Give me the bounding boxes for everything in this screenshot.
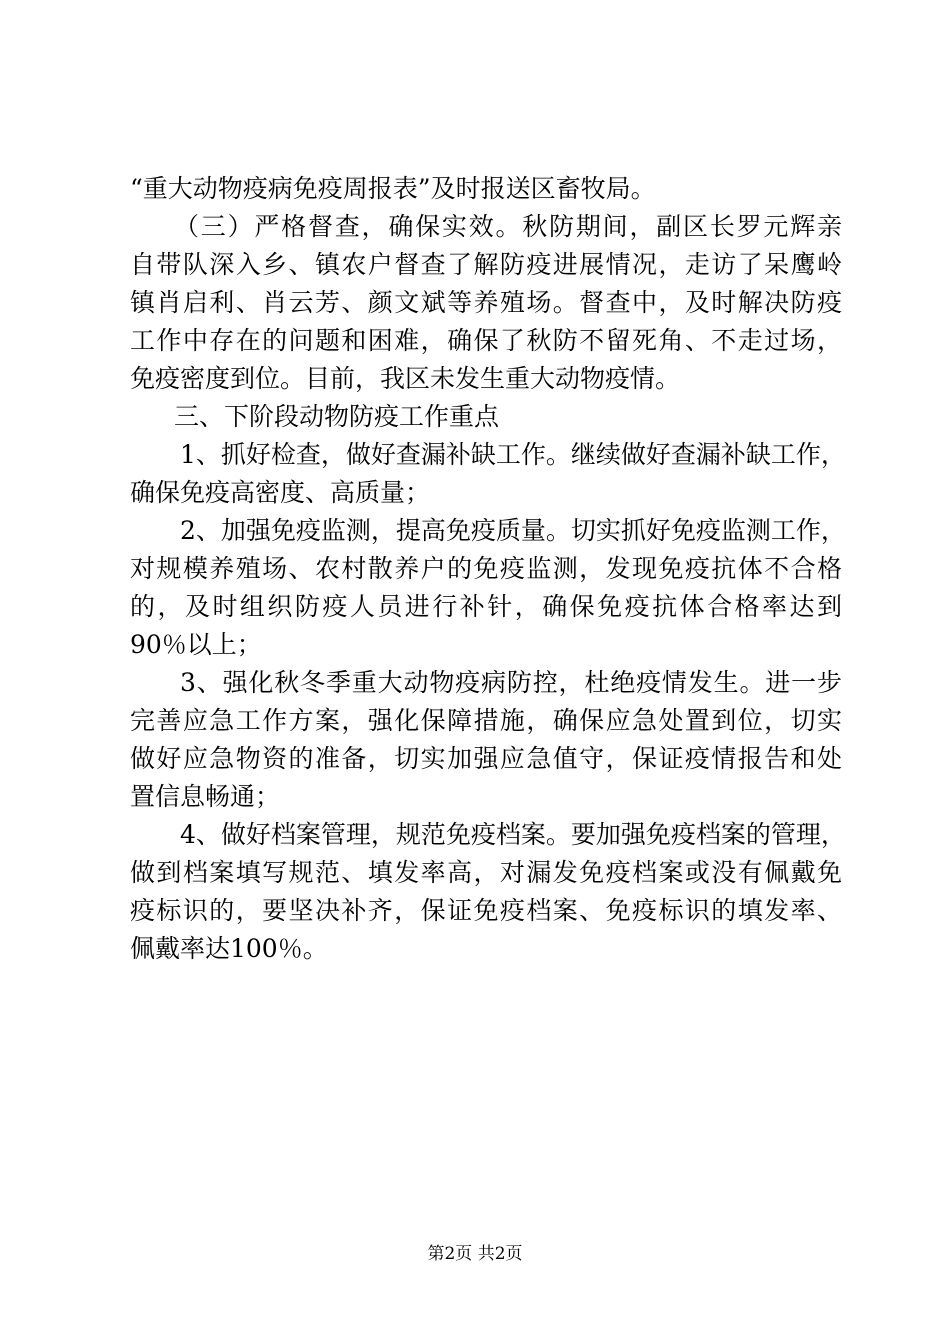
- paragraph-line: 3、强化秋冬季重大动物疫病防控，杜绝疫情发生。进一步: [180, 668, 842, 697]
- paragraph-line: 镇肖启利、肖云芳、颜文斌等养殖场。督查中，及时解决防疫: [130, 288, 842, 317]
- paragraph-line: 疫标识的，要坚决补齐，保证免疫档案、免疫标识的填发率、: [130, 896, 842, 925]
- paragraph-line: 自带队深入乡、镇农户督查了解防疫进展情况，走访了呆鹰岭: [130, 250, 842, 279]
- paragraph-line: 佩戴率达100％。: [130, 934, 328, 963]
- paragraph-line: 做好应急物资的准备，切实加强应急值守，保证疫情报告和处: [130, 744, 842, 773]
- section-heading: 三、下阶段动物防疫工作重点: [174, 402, 500, 431]
- paragraph-line: 4、做好档案管理，规范免疫档案。要加强免疫档案的管理，: [180, 820, 846, 849]
- paragraph-line: 免疫密度到位。目前，我区未发生重大动物疫情。: [130, 364, 681, 393]
- paragraph-line: （三）严格督查，确保实效。秋防期间，副区长罗元辉亲: [174, 212, 842, 241]
- paragraph-line: “重大动物疫病免疫周报表”及时报送区畜牧局。: [130, 174, 656, 203]
- page-number-footer: 第2页 共2页: [427, 1244, 523, 1264]
- paragraph-line: 90％以上；: [130, 630, 262, 659]
- paragraph-line: 置信息畅通；: [130, 782, 281, 811]
- paragraph-line: 完善应急工作方案，强化保障措施，确保应急处置到位，切实: [130, 706, 842, 735]
- document-body: [130, 170, 846, 968]
- paragraph-line: 对规模养殖场、农村散养户的免疫监测，发现免疫抗体不合格: [130, 554, 842, 583]
- paragraph-line: 1、抓好检查，做好查漏补缺工作。继续做好查漏补缺工作，: [180, 440, 846, 469]
- paragraph-line: 的，及时组织防疫人员进行补针，确保免疫抗体合格率达到: [130, 592, 842, 621]
- paragraph-line: 工作中存在的问题和困难，确保了秋防不留死角、不走过场，: [130, 326, 842, 355]
- paragraph-line: 做到档案填写规范、填发率高，对漏发免疫档案或没有佩戴免: [130, 858, 842, 887]
- paragraph-line: 确保免疫高密度、高质量；: [130, 478, 431, 507]
- paragraph-line: 2、加强免疫监测，提高免疫质量。切实抓好免疫监测工作，: [180, 516, 846, 545]
